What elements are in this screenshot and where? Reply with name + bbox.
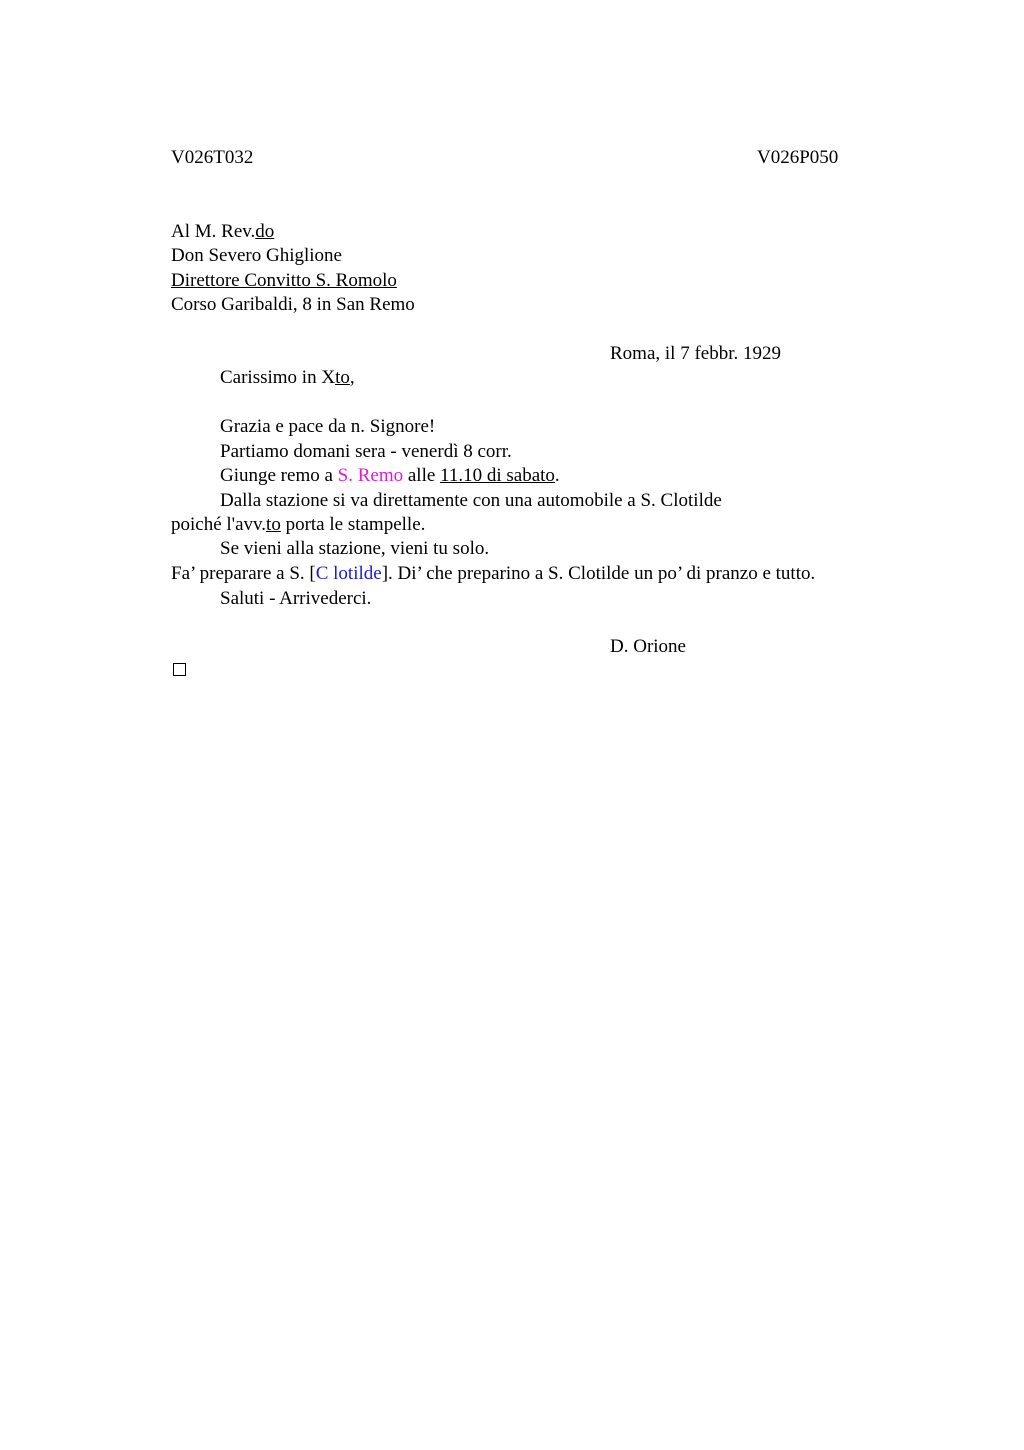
body-line-3-b: alle [403,465,441,486]
body-line-1: Grazia e pace da n. Signore! [220,416,436,437]
body-line-3-c: . [554,465,560,486]
address-title-abbr: do [255,221,275,242]
body-line-5-abbr: to [266,514,281,535]
address-line-4: Corso Garibaldi, 8 in San Remo [171,294,415,315]
body-line-4: Dalla stazione si va direttamente con una automobile a S. Clotilde [220,490,722,511]
end-box-icon [173,663,186,676]
editorial-insert: C lotilde [315,563,382,584]
left-archive-code: V026T032 [171,147,254,168]
body-line-5-a: poiché l'avv. [171,514,267,535]
address-line-1 [171,220,274,244]
body-line-5-b: porta le stampelle. [280,514,426,535]
body-line-3 [220,464,560,488]
place-highlight: S. Remo [337,465,404,486]
address-line-2: Don Severo Ghiglione [171,245,342,266]
right-archive-code: V026P050 [757,147,839,168]
salutation [220,366,355,390]
body-line-7-b: ]. Di’ che preparino a S. Clotilde un po’ di pranzo e tutto. [381,563,816,584]
date-line: Roma, il 7 febbr. 1929 [610,343,781,364]
body-line-8: Saluti - Arrivederci. [220,588,372,609]
signature: D. Orione [610,636,686,657]
salutation-comma: , [349,367,355,388]
body-line-3-a: Giunge remo a [220,465,338,486]
salutation-abbr: to [335,367,350,388]
body-line-6: Se vieni alla stazione, vieni tu solo. [220,538,490,559]
address-title: Al M. Rev. [171,221,256,242]
body-line-5 [171,513,425,537]
body-line-7-a: Fa’ preparare a S. [ [171,563,316,584]
body-line-7 [171,562,815,586]
arrival-time: 11.10 di sabato [440,465,555,486]
body-line-2: Partiamo domani sera - venerdì 8 corr. [220,441,512,462]
address-line-3: Direttore Convitto S. Romolo [171,270,397,291]
salutation-text: Carissimo in X [220,367,336,388]
